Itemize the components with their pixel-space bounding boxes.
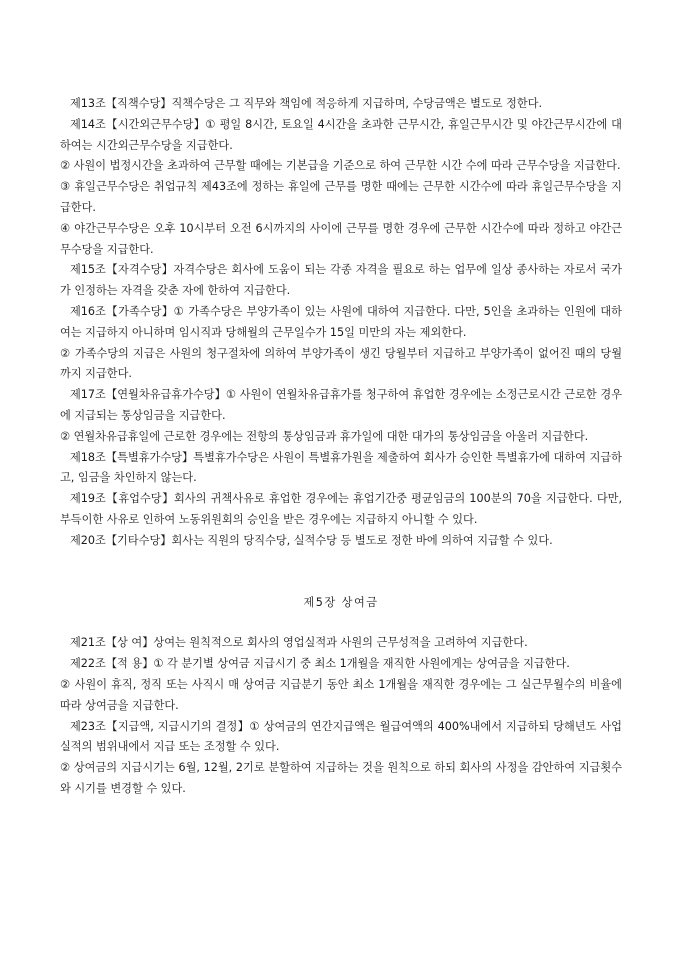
article-14-clause-2: ② 사원이 법정시간을 초과하여 근무할 때에는 기본급을 기준으로 하여 근무한 시간 수에 따라 근무수당을 지급한다. <box>60 159 621 173</box>
article-21: 제21조【상 여】상여는 원칙적으로 회사의 영업실적과 사원의 근무성적을 고려하여 지급한다. <box>70 636 528 650</box>
document-page <box>60 94 622 800</box>
article-14-clause-4: ④ 야간근무수당은 오후 10시부터 오전 6시까지의 사이에 근무를 명한 경우에 근무한 시간수에 따라 정하고 야간근무수당을 지급한다. <box>60 221 622 256</box>
article-22-clause-1: 제22조【적 용】① 각 분기별 상여금 지급시기 중 최소 1개월을 재직한 사원에게는 상여금을 지급한다. <box>70 657 570 671</box>
article-16-clause-2: ② 가족수당의 지급은 사원의 청구절차에 의하여 부양가족이 생긴 당월부터 지급하고 부양가족이 없어진 때의 당월까지 지급한다. <box>60 346 622 381</box>
article-22-clause-2: ② 사원이 휴직, 정직 또는 사직시 매 상여금 지급분기 동안 최소 1개월을 재직한 경우에는 그 실근무월수의 비율에 따라 상여금을 지급한다. <box>60 677 622 712</box>
article-17-clause-2: ② 연월차유급휴일에 근로한 경우에는 전항의 통상임금과 휴가일에 대한 대가의 통상임금을 아울러 지급한다. <box>60 429 589 443</box>
article-18: 제18조【특별휴가수당】특별휴가수당은 사원이 특별휴가원을 제출하여 회사가 승인한 특별휴가에 대하여 지급하고, 임금을 차인하지 않는다. <box>60 450 622 485</box>
chapter-title: 제5장 상여금 <box>303 595 379 609</box>
article-20: 제20조【기타수당】회사는 직원의 당직수당, 실적수당 등 별도로 정한 바에 의하여 지급할 수 있다. <box>70 533 553 547</box>
article-23-clause-2: ② 상여금의 지급시기는 6월, 12월, 2기로 분할하여 지급하는 것을 원칙으로 하되 회사의 사정을 감안하여 지급횟수와 시기를 변경할 수 있다. <box>60 761 622 795</box>
article-15: 제15조【자격수당】자격수당은 회사에 도움이 되는 각종 자격을 필요로 하는 업무에 일상 종사하는 자로서 국가가 인정하는 자격을 갖춘 자에 한하여 지급한다. <box>60 263 622 298</box>
article-17-clause-1: 제17조【연월차유급휴가수당】① 사원이 연월차유급휴가를 청구하여 휴업한 경우에는 소정근로시간 근로한 경우에 지급되는 통상임금을 지급한다. <box>60 388 622 422</box>
article-16-clause-1: 제16조【가족수당】① 가족수당은 부양가족이 있는 사원에 대하여 지급한다. 다만, 5인을 초과하는 인원에 대하여는 지급하지 아니하며 임시직과 당해월의 근무일수가 15일 미만의 자는 제외한다. <box>60 304 622 339</box>
article-14-clause-1: 제14조【시간외근무수당】① 평일 8시간, 토요일 4시간을 초과한 근무시간, 휴일근무시간 및 야간근무시간에 대하여는 시간외근무수당을 지급한다. <box>60 117 622 152</box>
article-19: 제19조【휴업수당】회사의 귀책사유로 휴업한 경우에는 휴업기간중 평균임금의 100분의 70을 지급한다. 다만, 부득이한 사유로 인하여 노동위원회의 승인을 받은 경우에는 지급하지 아니할 수 있다. <box>60 492 622 526</box>
article-14-clause-3: ③ 휴일근무수당은 취업규칙 제43조에 정하는 휴일에 근무를 명한 때에는 근무한 시간수에 따라 휴일근무수당을 지급한다. <box>60 180 622 214</box>
article-23-clause-1: 제23조【지급액, 지급시기의 결정】① 상여금의 연간지급액은 월급여액의 400%내에서 지급하되 당해년도 사업실적의 범위내에서 지급 또는 조정할 수 있다. <box>60 719 622 754</box>
article-13: 제13조【직책수당】직책수당은 그 직무와 책임에 적응하게 지급하며, 수당금액은 별도로 정한다. <box>70 97 543 110</box>
